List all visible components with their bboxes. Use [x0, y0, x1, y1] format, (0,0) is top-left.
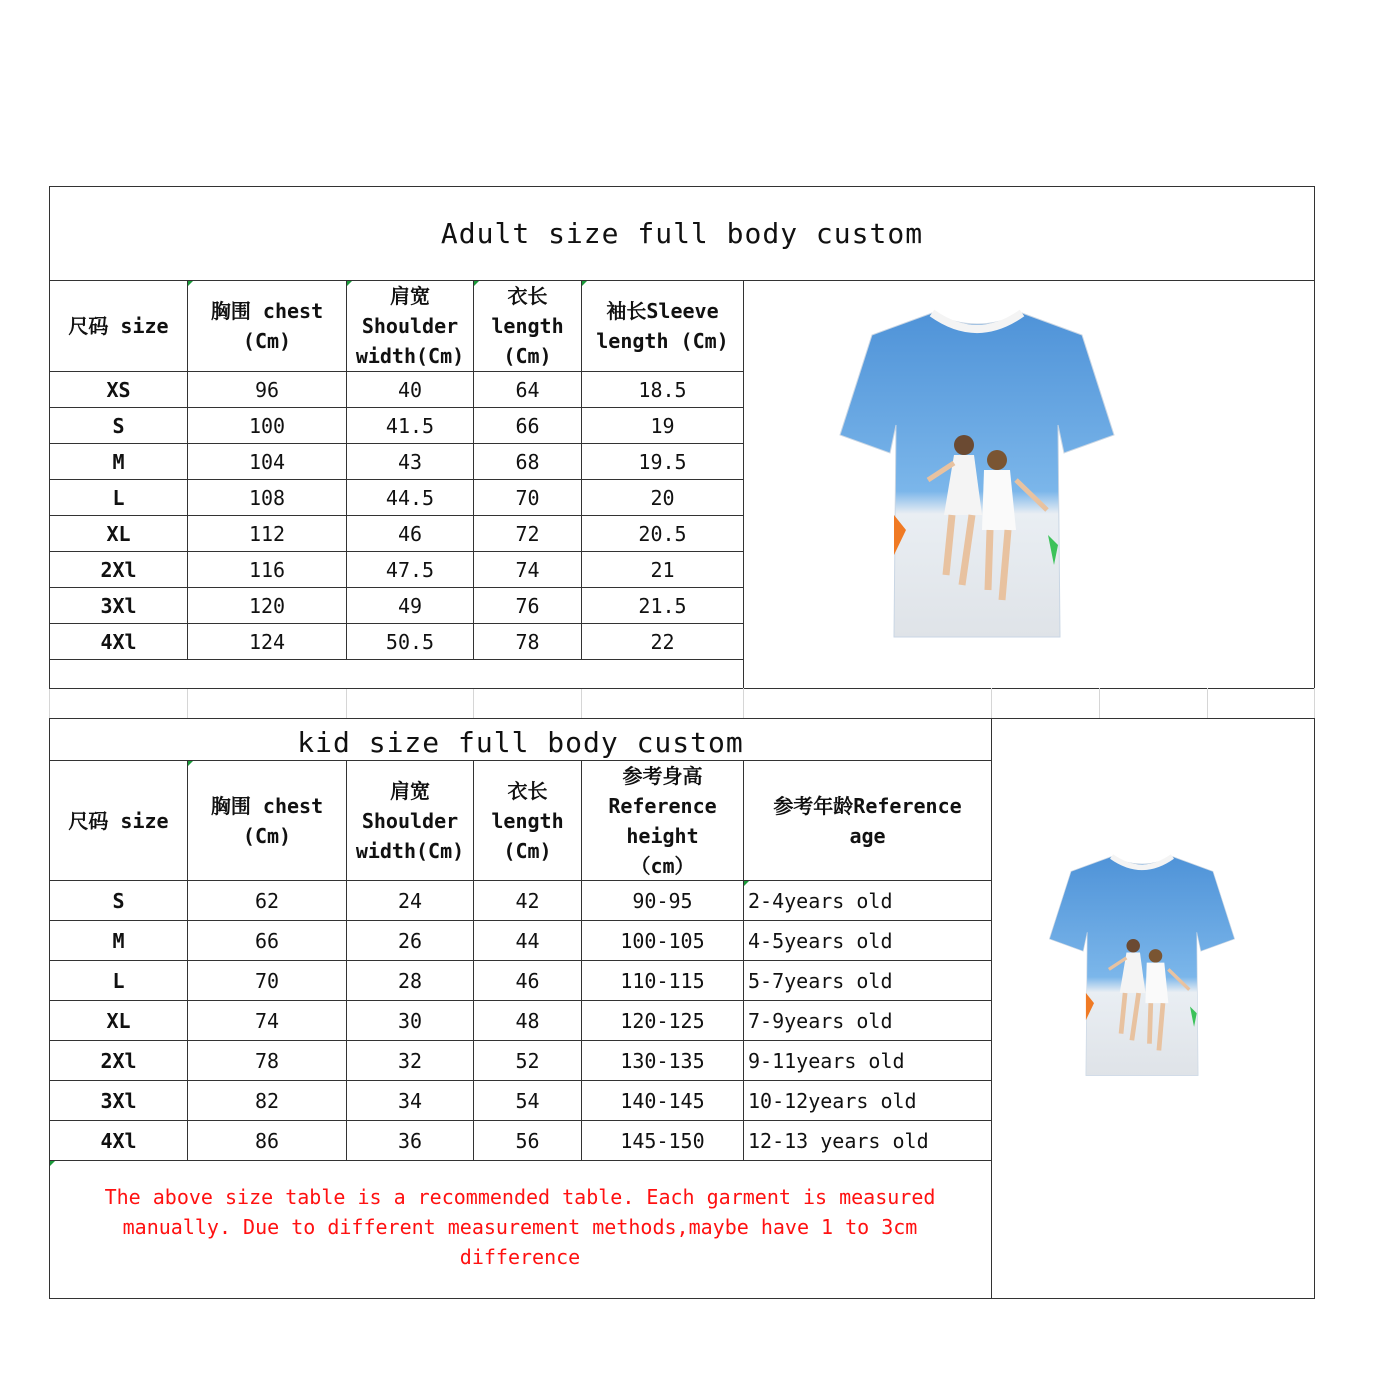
height-cell: 130-135 [620, 1048, 705, 1073]
length-cell: 68 [515, 449, 540, 474]
size-cell: S [112, 413, 125, 438]
shoulder-cell: 40 [397, 377, 423, 402]
length-cell: 76 [515, 593, 540, 618]
sleeve-cell: 19.5 [638, 449, 687, 474]
shoulder-cell: 34 [397, 1088, 423, 1113]
length-cell: 52 [515, 1048, 540, 1073]
cell-marker [188, 281, 193, 286]
size-cell: 2Xl [100, 1048, 137, 1073]
chest-cell: 108 [248, 485, 286, 510]
chest-cell: 100 [248, 413, 286, 438]
size-cell: XL [106, 521, 131, 546]
age-cell: 10-12years old [748, 1088, 917, 1113]
sleeve-cell: 20.5 [638, 521, 687, 546]
age-cell: 12-13 years old [748, 1128, 929, 1153]
kid-header-chest: 胸围 chest (Cm) [210, 793, 324, 848]
kid-header-shoulder: 肩宽 Shoulder width(Cm) [355, 778, 465, 863]
kid-tshirt-image [1044, 850, 1240, 1082]
length-cell: 66 [515, 413, 540, 438]
adult-tshirt-image [832, 305, 1122, 645]
height-cell: 110-115 [620, 968, 705, 993]
adult-header-chest: 胸围 chest (Cm) [210, 299, 324, 353]
sleeve-cell: 19 [650, 413, 675, 438]
age-cell: 7-9years old [748, 1008, 893, 1033]
length-cell: 44 [515, 928, 540, 953]
length-cell: 54 [515, 1088, 540, 1113]
size-cell: M [112, 449, 125, 474]
height-cell: 120-125 [620, 1008, 705, 1033]
age-cell: 9-11years old [748, 1048, 905, 1073]
chest-cell: 120 [248, 593, 286, 618]
size-cell: L [112, 485, 125, 510]
length-cell: 46 [515, 968, 540, 993]
adult-header-length: 衣长 length (Cm) [491, 284, 564, 368]
shoulder-cell: 36 [397, 1128, 423, 1153]
length-cell: 56 [515, 1128, 540, 1153]
size-cell: 4Xl [100, 629, 137, 654]
size-cell: XL [106, 1008, 131, 1033]
height-cell: 140-145 [620, 1088, 705, 1113]
adult-table-title: Adult size full body custom [440, 217, 924, 250]
chest-cell: 74 [254, 1008, 280, 1033]
sleeve-cell: 21 [650, 557, 675, 582]
chest-cell: 112 [248, 521, 286, 546]
size-cell: S [112, 888, 125, 913]
sleeve-cell: 22 [650, 629, 675, 654]
size-cell: 4Xl [100, 1128, 137, 1153]
shoulder-cell: 24 [397, 888, 423, 913]
measurement-note: The above size table is a recommended table. Each garment is measured manually. Due to different measurement methods,maybe have 1 to 3cm difference [104, 1185, 936, 1269]
cell-marker [50, 1161, 55, 1166]
shoulder-cell: 30 [397, 1008, 423, 1033]
chest-cell: 78 [254, 1048, 280, 1073]
shoulder-cell: 49 [397, 593, 423, 618]
chest-cell: 62 [254, 888, 280, 913]
shoulder-cell: 26 [397, 928, 423, 953]
shoulder-cell: 41.5 [385, 413, 435, 438]
length-cell: 72 [515, 521, 540, 546]
size-cell: 3Xl [100, 593, 137, 618]
kid-header-length: 衣长 length (Cm) [491, 778, 564, 863]
chest-cell: 96 [254, 377, 280, 402]
size-cell: L [112, 968, 125, 993]
shoulder-cell: 46 [397, 521, 423, 546]
size-cell: XS [106, 377, 131, 402]
cell-marker [582, 281, 587, 286]
chest-cell: 86 [254, 1128, 280, 1153]
chest-cell: 82 [254, 1088, 280, 1113]
kid-table-title: kid size full body custom [297, 725, 744, 759]
length-cell: 42 [515, 888, 540, 913]
cell-marker [347, 281, 352, 286]
chest-cell: 70 [254, 968, 280, 993]
size-cell: M [112, 928, 125, 953]
cell-marker [744, 881, 749, 886]
height-cell: 145-150 [620, 1128, 705, 1153]
shoulder-cell: 43 [397, 449, 423, 474]
shoulder-cell: 32 [397, 1048, 423, 1073]
chest-cell: 124 [248, 629, 286, 654]
sleeve-cell: 18.5 [638, 377, 687, 402]
age-cell: 4-5years old [748, 928, 893, 953]
height-cell: 100-105 [620, 928, 705, 953]
cell-marker [474, 281, 479, 286]
chest-cell: 116 [248, 557, 286, 582]
height-cell: 90-95 [632, 888, 693, 913]
length-cell: 78 [515, 629, 540, 654]
chest-cell: 104 [248, 449, 286, 474]
sleeve-cell: 20 [650, 485, 675, 510]
length-cell: 70 [515, 485, 540, 510]
length-cell: 64 [515, 377, 540, 402]
size-cell: 3Xl [100, 1088, 137, 1113]
sleeve-cell: 21.5 [638, 593, 687, 618]
length-cell: 74 [515, 557, 540, 582]
age-cell: 5-7years old [748, 968, 893, 993]
kid-header-size: 尺码 size [68, 808, 169, 833]
shoulder-cell: 50.5 [385, 629, 435, 654]
shoulder-cell: 44.5 [385, 485, 435, 510]
cell-marker [188, 761, 193, 766]
kid-header-reference-age: 参考年龄Reference age [773, 793, 962, 848]
length-cell: 48 [515, 1008, 540, 1033]
shoulder-cell: 47.5 [385, 557, 435, 582]
size-cell: 2Xl [100, 557, 137, 582]
kid-header-reference-height: 参考身高 Reference height （cm） [608, 763, 717, 878]
chest-cell: 66 [254, 928, 280, 953]
adult-header-sleeve: 袖长Sleeve length (Cm) [596, 299, 729, 353]
adult-header-size: 尺码 size [68, 314, 169, 338]
age-cell: 2-4years old [748, 888, 893, 913]
adult-header-shoulder: 肩宽 Shoulder width(Cm) [355, 284, 465, 368]
shoulder-cell: 28 [397, 968, 423, 993]
